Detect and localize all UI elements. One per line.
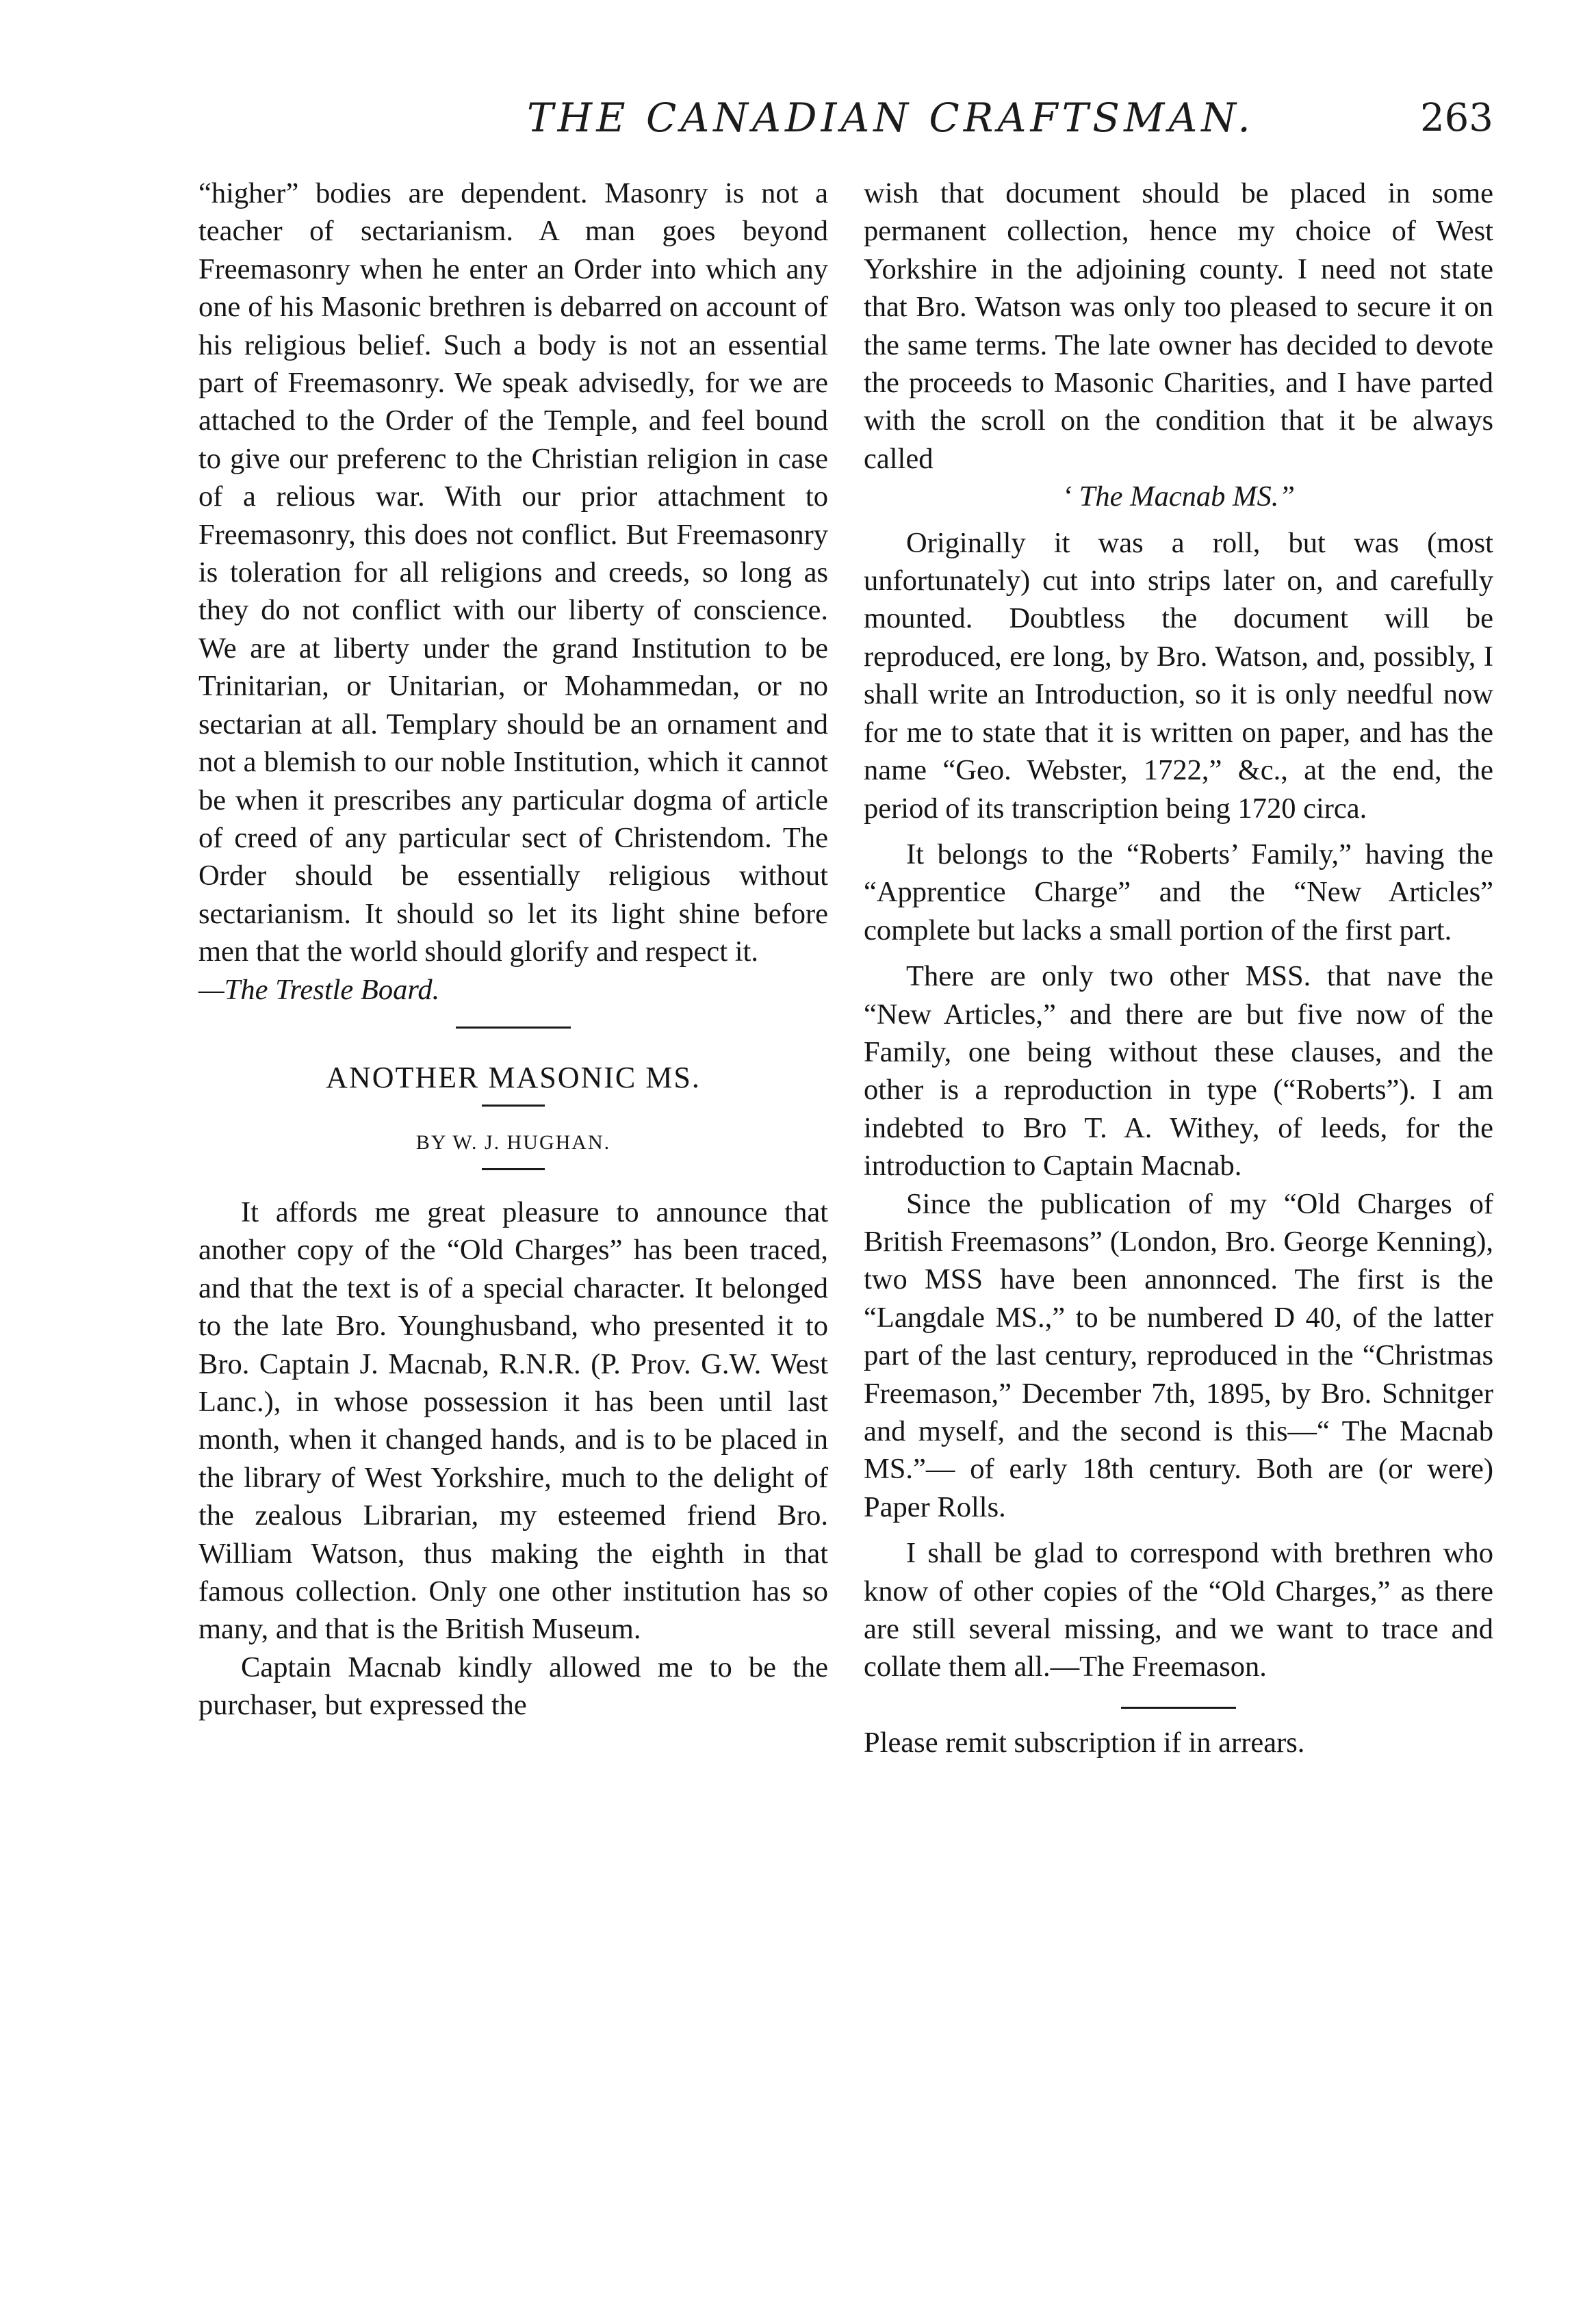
article-byline: BY W. J. HUGHAN.	[415, 1131, 611, 1154]
article-paragraph: Since the publication of my “Old Charges of British Freemasons” (London, Bro. George Kenning), two MSS have been annonnced. The first is the “Langdale MS.,” to be numbered D 40, of the latter part of the last century, reproduced in the “Christmas Freemason,” December 7th, 1895, by Bro. Schnitger and myself, and the second is this—“ The Macnab MS.”— of early 18th century. Both are (or were) Paper Rolls.	[864, 1187, 1493, 1523]
article-paragraph: It belongs to the “Roberts’ Family,” having the “Apprentice Charge” and the “New Articles” complete but lacks a small portion of the first part.	[864, 838, 1493, 946]
running-head	[0, 94, 1596, 149]
running-title: THE CANADIAN CRAFTSMAN.	[527, 94, 1254, 141]
left-column	[198, 175, 828, 1725]
page-number: 263	[1420, 96, 1493, 140]
article-continuation-paragraph: “higher” bodies are dependent. Masonry is not a teacher of sectarianism. A man goes beyond Freemasonry when he enter an Order into which any one of his Masonic brethren is debarred on account of his religious belief. Such a body is not an essential part of Freemasonry. We speak advisedly, for we are attached to the Order of the Temple, and feel bound to give our preferenc to the Christian religion in case of a relious war. With our prior attachment to Freemasonry, this does not conflict. But Freemasonry is toleration for all religions and creeds, so long as they do not conflict with our liberty of conscience. We are at liberty under the grand Institution to be Trinitarian, or Unitarian, or Mohammedan, or no sectarian at all. Templary should be an ornament and not a blemish to our noble Institution, which it cannot be when it prescribes any particular dogma of article of creed of any particular sect of Christendom. The Order should be essentially religious without sectarianism. It should so let its light shine before men that the world should glorify and respect it.	[198, 177, 828, 968]
article-paragraph: Captain Macnab kindly allowed me to be the purchaser, but expressed the	[198, 1651, 828, 1722]
subscription-notice: Please remit subscription if in arrears.	[864, 1726, 1305, 1759]
article-paragraph: There are only two other MSS. that nave the “New Articles,” and there are but five now of the Family, one being without these clauses, and the other is a reproduction in type (“Roberts”). I am indebted to Bro T. A. Withey, of leeds, for the introduction to Captain Macnab.	[864, 960, 1493, 1183]
byline-divider	[482, 1168, 545, 1170]
manuscript-title: ‘ The Macnab MS.”	[1062, 480, 1295, 513]
notice-divider	[1121, 1707, 1236, 1709]
article-source-credit: —The Trestle Board.	[198, 973, 440, 1006]
article-heading: ANOTHER MASONIC MS.	[326, 1060, 701, 1094]
heading-divider	[482, 1105, 545, 1107]
section-divider	[456, 1027, 571, 1029]
article-paragraph: I shall be glad to correspond with brethren who know of other copies of the “Old Charges,” as there are still several missing, and we want to trace and collate them all.—The Freemason.	[864, 1537, 1493, 1683]
article-paragraph: wish that document should be placed in some permanent collection, hence my choice of West Yorkshire in the adjoining county. I need not state that Bro. Watson was only too pleased to secure it on the same terms. The late owner has decided to devote the proceeds to Masonic Charities, and I have parted with the scroll on the condition that it be always called	[864, 177, 1493, 475]
article-paragraph: Originally it was a roll, but was (most unfortunately) cut into strips later on, and carefully mounted. Doubtless the document will be reproduced, ere long, by Bro. Watson, and, possibly, I shall write an Introduction, so it is only needful now for me to state that it is written on paper, and has the name “Geo. Webster, 1722,” &c., at the end, the period of its transcription being 1720 circa.	[864, 526, 1493, 825]
article-paragraph: It affords me great pleasure to announce that another copy of the “Old Charges” has been traced, and that the text is of a special character. It belonged to the late Bro. Younghusband, who presented it to Bro. Captain J. Macnab, R.N.R. (P. Prov. G.W. West Lanc.), in whose possession it has been until last month, when it changed hands, and is to be placed in the library of West Yorkshire, much to the delight of the zealous Librarian, my esteemed friend Bro. William Watson, thus making the eighth in that famous collection. Only one other institution has so many, and that is the British Museum.	[198, 1196, 828, 1646]
right-column	[864, 175, 1493, 1761]
